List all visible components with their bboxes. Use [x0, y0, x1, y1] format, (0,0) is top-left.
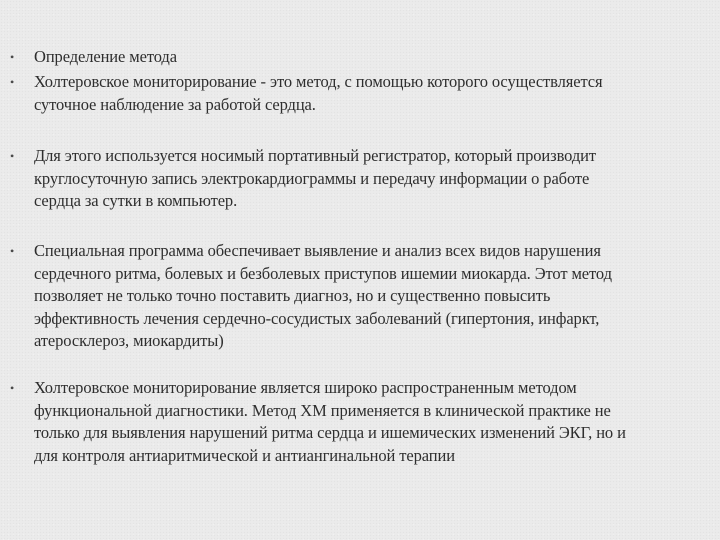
text-line: эффективность лечения сердечно-сосудистых заболеваний (гипертония, инфаркт,	[34, 308, 600, 328]
text-line: Для этого используется носимый портативный регистратор, который производит	[34, 146, 596, 165]
text-line: атеросклероз, миокардиты)	[34, 331, 224, 350]
bullet-icon: •	[10, 75, 15, 89]
text-line: сердца за сутки в компьютер.	[34, 191, 238, 210]
bullet-icon: •	[10, 381, 15, 395]
text-line: Определение метода	[34, 47, 177, 66]
text-line: Специальная программа обеспечивает выявление и анализ всех видов нарушения	[34, 241, 601, 260]
bullet-icon: •	[10, 149, 15, 163]
text-line: сердечного ритма, болевых и безболевых приступов ишемии миокарда. Этот метод	[34, 263, 612, 283]
text-line: для контроля антиаритмической и антиангинальной терапии	[34, 445, 455, 465]
bullet-text	[34, 377, 714, 467]
text-line: только для выявления нарушений ритма сердца и ишемических изменений ЭКГ, но и	[34, 423, 626, 442]
text-line: круглосуточную запись электрокардиограммы и передачу информации о работе	[34, 168, 590, 188]
bullet-icon: •	[10, 50, 15, 64]
bullet-text	[34, 46, 714, 69]
text-line: Холтеровское мониторирование является широко распространенным методом	[34, 378, 577, 397]
bullet-text	[34, 71, 714, 116]
bullet-text	[34, 145, 714, 213]
text-line: позволяет не только точно поставить диагноз, но и существенно повысить	[34, 286, 551, 305]
bullet-text	[34, 240, 714, 353]
bullet-icon: •	[10, 244, 15, 258]
text-line: Холтеровское мониторирование - это метод, с помощью которого осуществляется	[34, 72, 603, 91]
text-line: суточное наблюдение за работой сердца.	[34, 94, 316, 114]
text-line: функциональной диагностики. Метод ХМ применяется в клинической практике не	[34, 400, 611, 420]
